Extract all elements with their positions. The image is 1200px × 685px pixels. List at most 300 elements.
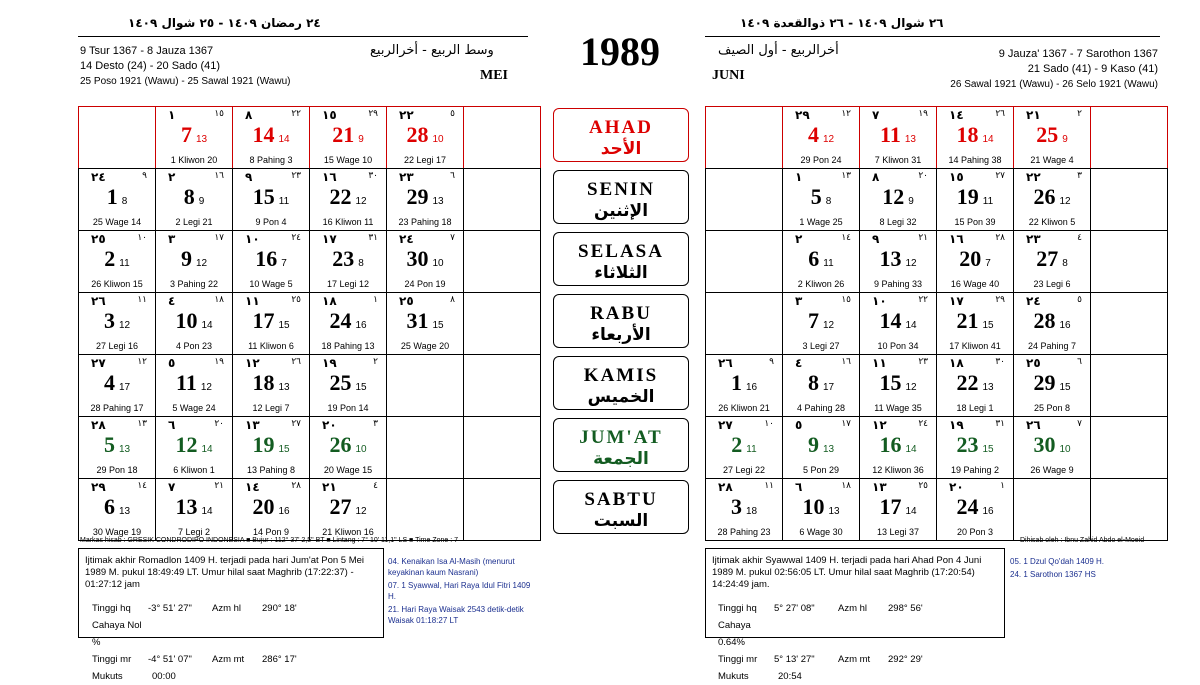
pasaran-label: 15 Wage 10 bbox=[323, 155, 373, 165]
day-name-arabic: الجمعة bbox=[593, 449, 649, 469]
hijri-secondary-number: ٤ bbox=[1077, 233, 1082, 243]
pasaran-label: 6 Kliwon 1 bbox=[173, 465, 215, 475]
hijri-day-number: ٥ bbox=[168, 356, 176, 370]
day-number-wrap bbox=[937, 122, 1013, 148]
empty-cell bbox=[705, 230, 783, 293]
day-sub-number: 8 bbox=[825, 196, 832, 207]
hilal-value: Azm mt bbox=[838, 654, 871, 665]
hilal-value: Tinggi hq bbox=[92, 603, 131, 614]
hijri-secondary-number: ٢١ bbox=[214, 481, 224, 491]
hijri-day bbox=[314, 480, 382, 494]
left-info-line-1: 9 Tsur 1367 - 8 Jauza 1367 bbox=[80, 45, 214, 57]
day-number-wrap bbox=[156, 494, 232, 520]
hijri-secondary-number: ٩ bbox=[142, 171, 147, 181]
pasaran-label: 18 Legi 1 bbox=[956, 403, 994, 413]
day-number: 9 bbox=[180, 246, 192, 271]
day-name-ahad bbox=[553, 108, 689, 162]
hijri-day bbox=[787, 294, 855, 308]
hijri-day-number: ٢٧ bbox=[91, 356, 106, 370]
pasaran-label: 16 Wage 40 bbox=[950, 279, 1000, 289]
hijri-day bbox=[787, 170, 855, 184]
hijri-secondary-number: ٥ bbox=[450, 109, 455, 119]
hilal-value: Tinggi mr bbox=[718, 654, 758, 665]
day-sub-number: 12 bbox=[822, 320, 835, 331]
hijri-day-number: ٢٣ bbox=[399, 170, 414, 184]
hijri-secondary-number: ٢٤ bbox=[918, 419, 928, 429]
hijri-day bbox=[237, 232, 305, 246]
hijri-day-number: ١٧ bbox=[949, 294, 964, 308]
empty-cell bbox=[1013, 478, 1091, 541]
day-number: 29 bbox=[406, 184, 429, 209]
day-number-wrap bbox=[79, 494, 155, 520]
hijri-secondary-number: ٢٤ bbox=[291, 233, 301, 243]
hijri-day bbox=[787, 480, 855, 494]
hijri-day bbox=[864, 356, 932, 370]
hijri-day-number: ١٥ bbox=[322, 108, 337, 122]
event-item: 21. Hari Raya Waisak 2543 detik-detik Waisak 01:18:27 LT bbox=[388, 605, 524, 625]
day-cell bbox=[386, 106, 464, 169]
day-number-wrap bbox=[860, 184, 936, 210]
day-sub-number: 10 bbox=[432, 258, 444, 269]
hijri-day bbox=[391, 294, 459, 308]
hijri-day-number: ١٢ bbox=[245, 356, 260, 370]
day-number: 2 bbox=[731, 432, 743, 457]
day-number: 20 bbox=[959, 246, 982, 271]
day-cell bbox=[705, 416, 783, 479]
day-number: 28 bbox=[1033, 308, 1056, 333]
hijri-day bbox=[1018, 108, 1086, 122]
hijri-day-number: ١٤ bbox=[949, 108, 964, 122]
empty-cell bbox=[463, 478, 541, 541]
hilal-value: Azm mt bbox=[212, 654, 245, 665]
day-number: 11 bbox=[176, 370, 197, 395]
day-sub-number: 12 bbox=[905, 382, 917, 393]
hijri-secondary-number: ١٥ bbox=[841, 295, 851, 305]
event-item: 05. 1 Dzul Qo'dah 1409 H. bbox=[1010, 557, 1105, 566]
hilal-value: 00:00 bbox=[152, 671, 176, 682]
pasaran-label: 22 Legi 17 bbox=[403, 155, 447, 165]
hijri-day-number: ٤ bbox=[795, 356, 803, 370]
right-ijtimak-text: Ijtimak akhir Syawwal 1409 H. terjadi pada hari Ahad Pon 4 Juni 1989 M. pukul 02:56:05 LT. Umur hilal saat Maghrib (17:20:54) 14:24:49 jam. bbox=[712, 555, 982, 590]
hijri-day-number: ٨ bbox=[245, 108, 253, 122]
day-name-latin: RABU bbox=[590, 303, 652, 324]
day-cell bbox=[782, 106, 860, 169]
day-number: 22 bbox=[329, 184, 352, 209]
hijri-day bbox=[391, 232, 459, 246]
pasaran-label: 30 Wage 19 bbox=[92, 527, 142, 537]
day-number-wrap bbox=[156, 370, 232, 396]
day-number-wrap bbox=[233, 432, 309, 458]
hijri-day bbox=[314, 294, 382, 308]
day-sub-number: 10 bbox=[432, 134, 444, 145]
day-number: 23 bbox=[956, 432, 979, 457]
pasaran-label: 10 Wage 5 bbox=[249, 279, 293, 289]
hijri-day-number: ٢٤ bbox=[1026, 294, 1041, 308]
day-number-wrap bbox=[860, 494, 936, 520]
day-sub-number: 11 bbox=[119, 258, 130, 269]
hijri-secondary-number: ١٧ bbox=[214, 233, 224, 243]
day-sub-number: 16 bbox=[982, 506, 994, 517]
hijri-secondary-number: ٢٩ bbox=[995, 295, 1005, 305]
day-cell bbox=[1013, 354, 1091, 417]
day-cell bbox=[386, 230, 464, 293]
day-number-wrap bbox=[310, 432, 386, 458]
hijri-day bbox=[787, 418, 855, 432]
event-item: 07. 1 Syawwal, Hari Raya Idul Fitri 1409 H. bbox=[388, 581, 531, 601]
day-cell bbox=[232, 354, 310, 417]
day-cell bbox=[859, 106, 937, 169]
hijri-day bbox=[237, 480, 305, 494]
day-cell bbox=[782, 478, 860, 541]
day-number-wrap bbox=[783, 184, 859, 210]
pasaran-label: 12 Legi 7 bbox=[252, 403, 290, 413]
pasaran-label: 27 Legi 16 bbox=[95, 341, 139, 351]
day-number-wrap bbox=[156, 184, 232, 210]
day-sub-number: 14 bbox=[201, 444, 213, 455]
day-number: 28 bbox=[406, 122, 429, 147]
hilal-value: 20:54 bbox=[778, 671, 802, 682]
pasaran-label: 13 Pahing 8 bbox=[246, 465, 296, 475]
day-number: 26 bbox=[329, 432, 352, 457]
day-number: 10 bbox=[802, 494, 825, 519]
day-sub-number: 9 bbox=[1062, 134, 1068, 145]
june-calendar-grid bbox=[705, 106, 1167, 540]
day-cell bbox=[1013, 292, 1091, 355]
right-header-rule bbox=[705, 36, 1160, 37]
hijri-secondary-number: ١٤ bbox=[841, 233, 851, 243]
pasaran-label: 8 Legi 32 bbox=[879, 217, 917, 227]
day-cell bbox=[782, 168, 860, 231]
day-sub-number: 15 bbox=[1059, 382, 1071, 393]
day-number: 6 bbox=[103, 494, 115, 519]
day-cell bbox=[78, 168, 156, 231]
day-number: 10 bbox=[175, 308, 198, 333]
day-cell bbox=[859, 354, 937, 417]
hijri-secondary-number: ١١ bbox=[137, 295, 147, 305]
hijri-day bbox=[314, 232, 382, 246]
day-number-wrap bbox=[860, 432, 936, 458]
day-name-senin bbox=[553, 170, 689, 224]
day-number-wrap bbox=[706, 494, 782, 520]
right-hilal-table bbox=[718, 600, 1008, 685]
day-number: 23 bbox=[332, 246, 355, 271]
hijri-secondary-number: ٢٦ bbox=[291, 357, 301, 367]
hilal-value: 5° 27' 08" bbox=[774, 603, 815, 614]
day-cell bbox=[386, 168, 464, 231]
hijri-secondary-number: ٦ bbox=[450, 171, 455, 181]
day-cell bbox=[232, 292, 310, 355]
day-sub-number: 11 bbox=[278, 196, 290, 207]
day-sub-number: 16 bbox=[745, 382, 758, 393]
day-sub-number: 12 bbox=[822, 134, 835, 145]
day-number-wrap bbox=[156, 122, 232, 148]
day-number: 12 bbox=[882, 184, 905, 209]
pasaran-label: 24 Pahing 7 bbox=[1027, 341, 1077, 351]
hijri-secondary-number: ٣١ bbox=[995, 419, 1005, 429]
hijri-day bbox=[941, 232, 1009, 246]
day-cell bbox=[309, 230, 387, 293]
hijri-day-number: ٦ bbox=[795, 480, 803, 494]
pasaran-label: 25 Wage 20 bbox=[400, 341, 450, 351]
hijri-day bbox=[864, 294, 932, 308]
day-sub-number: 9 bbox=[358, 134, 364, 145]
hilal-value: Azm hl bbox=[838, 603, 868, 614]
pasaran-label: 16 Kliwon 11 bbox=[322, 217, 374, 227]
day-number-wrap bbox=[233, 308, 309, 334]
hijri-secondary-number: ٦ bbox=[1077, 357, 1082, 367]
empty-cell bbox=[1090, 230, 1168, 293]
right-info-line-3: 26 Sawal 1921 (Wawu) - 26 Selo 1921 (Wawu) bbox=[950, 79, 1158, 90]
empty-cell bbox=[705, 168, 783, 231]
day-sub-number: 10 bbox=[355, 444, 367, 455]
hijri-day-number: ١٨ bbox=[322, 294, 337, 308]
hijri-day-number: ٢٦ bbox=[1026, 418, 1041, 432]
day-cell bbox=[309, 354, 387, 417]
hijri-secondary-number: ١٠ bbox=[764, 419, 774, 429]
day-sub-number: 17 bbox=[118, 382, 131, 393]
day-number-wrap bbox=[79, 432, 155, 458]
hijri-day-number: ١٤ bbox=[245, 480, 260, 494]
day-number-wrap bbox=[387, 122, 463, 148]
day-name-kamis bbox=[553, 356, 689, 410]
hilal-value: 286° 17' bbox=[262, 654, 297, 665]
pasaran-label: 14 Pon 9 bbox=[252, 527, 290, 537]
day-cell bbox=[155, 416, 233, 479]
hijri-day bbox=[160, 418, 228, 432]
day-sub-number: 14 bbox=[201, 506, 213, 517]
day-cell bbox=[78, 354, 156, 417]
hilal-value: 290° 18' bbox=[262, 603, 297, 614]
day-number-wrap bbox=[1014, 370, 1090, 396]
day-sub-number: 13 bbox=[828, 506, 840, 517]
day-number-wrap bbox=[156, 246, 232, 272]
hijri-secondary-number: ٣ bbox=[373, 419, 378, 429]
pasaran-label: 17 Legi 12 bbox=[326, 279, 370, 289]
hijri-day-number: ٢١ bbox=[1026, 108, 1041, 122]
day-cell bbox=[1013, 416, 1091, 479]
hijri-secondary-number: ٣ bbox=[1077, 171, 1082, 181]
day-cell bbox=[705, 354, 783, 417]
day-number: 30 bbox=[1033, 432, 1056, 457]
hijri-secondary-number: ١٣ bbox=[841, 171, 851, 181]
day-number: 27 bbox=[1036, 246, 1059, 271]
day-number: 29 bbox=[1033, 370, 1056, 395]
day-number: 13 bbox=[175, 494, 198, 519]
hijri-day-number: ١١ bbox=[872, 356, 887, 370]
day-sub-number: 13 bbox=[118, 444, 131, 455]
hijri-day bbox=[83, 294, 151, 308]
empty-cell bbox=[1090, 416, 1168, 479]
pasaran-label: 23 Legi 6 bbox=[1033, 279, 1071, 289]
day-number: 27 bbox=[329, 494, 352, 519]
day-cell bbox=[859, 416, 937, 479]
hijri-secondary-number: ٢ bbox=[373, 357, 378, 367]
hijri-secondary-number: ٢٢ bbox=[291, 109, 301, 119]
day-number: 3 bbox=[730, 494, 742, 519]
right-info-line-2: 21 Sado (41) - 9 Kaso (41) bbox=[1027, 63, 1158, 75]
hilal-value: 292° 29' bbox=[888, 654, 923, 665]
hijri-day bbox=[391, 108, 459, 122]
hijri-day bbox=[710, 356, 778, 370]
hilal-value: Mukuts bbox=[718, 671, 749, 682]
left-info-line-3: 25 Poso 1921 (Wawu) - 25 Sawal 1921 (Wawu) bbox=[80, 76, 291, 87]
day-number: 15 bbox=[252, 184, 275, 209]
day-sub-number: 18 bbox=[745, 506, 758, 517]
day-name-arabic: الأربعاء bbox=[591, 325, 651, 345]
day-name-selasa bbox=[553, 232, 689, 286]
hijri-secondary-number: ٣١ bbox=[368, 233, 378, 243]
day-sub-number: 15 bbox=[982, 444, 994, 455]
hijri-day bbox=[160, 108, 228, 122]
hijri-day-number: ٢ bbox=[168, 170, 176, 184]
day-sub-number: 11 bbox=[823, 258, 834, 269]
day-cell bbox=[309, 106, 387, 169]
hijri-day-number: ٢٥ bbox=[1026, 356, 1041, 370]
hijri-secondary-number: ١٨ bbox=[214, 295, 224, 305]
day-cell bbox=[78, 416, 156, 479]
hijri-day bbox=[941, 170, 1009, 184]
day-sub-number: 15 bbox=[982, 320, 994, 331]
hijri-secondary-number: ٢٩ bbox=[368, 109, 378, 119]
day-name-latin: SABTU bbox=[584, 489, 658, 510]
day-number: 26 bbox=[1033, 184, 1056, 209]
empty-cell bbox=[463, 230, 541, 293]
hijri-day-number: ١٦ bbox=[322, 170, 337, 184]
day-sub-number: 17 bbox=[822, 382, 835, 393]
hijri-secondary-number: ١٣ bbox=[137, 419, 147, 429]
day-number-wrap bbox=[79, 184, 155, 210]
hijri-secondary-number: ٣٠ bbox=[368, 171, 378, 181]
hijri-day bbox=[314, 108, 382, 122]
hijri-day-number: ١٧ bbox=[322, 232, 337, 246]
hijri-day bbox=[864, 418, 932, 432]
day-number: 21 bbox=[956, 308, 979, 333]
pasaran-label: 21 Wage 4 bbox=[1030, 155, 1074, 165]
pasaran-label: 27 Legi 22 bbox=[722, 465, 766, 475]
day-sub-number: 9 bbox=[198, 196, 205, 207]
hijri-day-number: ٢٤ bbox=[399, 232, 414, 246]
day-number: 16 bbox=[879, 432, 902, 457]
pasaran-label: 17 Kliwon 41 bbox=[949, 341, 1001, 351]
hilal-row bbox=[92, 600, 382, 651]
empty-cell bbox=[1090, 106, 1168, 169]
hijri-day bbox=[1018, 232, 1086, 246]
hijri-secondary-number: ٩ bbox=[769, 357, 774, 367]
day-cell bbox=[936, 416, 1014, 479]
right-month: JUNI bbox=[712, 68, 745, 83]
hijri-secondary-number: ٢٠ bbox=[214, 419, 224, 429]
hijri-day bbox=[83, 480, 151, 494]
hijri-secondary-number: ٢٥ bbox=[918, 481, 928, 491]
pasaran-label: 7 Kliwon 31 bbox=[874, 155, 922, 165]
hijri-day bbox=[864, 480, 932, 494]
day-name-rabu bbox=[553, 294, 689, 348]
day-cell bbox=[78, 478, 156, 541]
day-number: 5 bbox=[810, 184, 822, 209]
day-cell bbox=[78, 292, 156, 355]
pasaran-label: 26 Wage 9 bbox=[1030, 465, 1074, 475]
day-number-wrap bbox=[233, 184, 309, 210]
hijri-day bbox=[941, 294, 1009, 308]
day-number: 1 bbox=[730, 370, 742, 395]
hijri-secondary-number: ٢٧ bbox=[291, 419, 301, 429]
day-number-wrap bbox=[783, 308, 859, 334]
day-number: 14 bbox=[252, 122, 275, 147]
hijri-day-number: ٢٤ bbox=[91, 170, 106, 184]
day-number-wrap bbox=[310, 370, 386, 396]
day-number-wrap bbox=[937, 308, 1013, 334]
day-number-wrap bbox=[310, 122, 386, 148]
day-number-wrap bbox=[387, 246, 463, 272]
day-cell bbox=[155, 354, 233, 417]
hijri-secondary-number: ١٢ bbox=[137, 357, 147, 367]
right-info-line-1: 9 Jauza' 1367 - 7 Sarothon 1367 bbox=[998, 48, 1158, 60]
hijri-day bbox=[864, 170, 932, 184]
left-events bbox=[388, 556, 538, 630]
day-cell bbox=[936, 106, 1014, 169]
day-number: 11 bbox=[880, 122, 901, 147]
pasaran-label: 22 Kliwon 5 bbox=[1028, 217, 1076, 227]
pasaran-label: 24 Pon 19 bbox=[404, 279, 446, 289]
day-cell bbox=[309, 292, 387, 355]
empty-cell bbox=[1090, 292, 1168, 355]
day-sub-number: 14 bbox=[905, 506, 917, 517]
hijri-day bbox=[1018, 418, 1086, 432]
day-sub-number: 15 bbox=[278, 320, 290, 331]
day-sub-number: 14 bbox=[905, 444, 917, 455]
day-number-wrap bbox=[706, 370, 782, 396]
day-number-wrap bbox=[937, 432, 1013, 458]
day-sub-number: 14 bbox=[278, 134, 290, 145]
event-item: 04. Kenaikan Isa Al-Masih (menurut keyakinan kaum Nasrani) bbox=[388, 557, 515, 577]
hijri-day-number: ١٦ bbox=[949, 232, 964, 246]
hijri-day bbox=[710, 480, 778, 494]
day-cell bbox=[232, 416, 310, 479]
day-number: 7 bbox=[807, 308, 819, 333]
pasaran-label: 25 Wage 14 bbox=[92, 217, 142, 227]
empty-cell bbox=[1090, 354, 1168, 417]
hilal-value: 5° 13' 27" bbox=[774, 654, 815, 665]
day-number: 19 bbox=[252, 432, 275, 457]
hijri-day-number: ٢٩ bbox=[91, 480, 106, 494]
day-cell bbox=[936, 354, 1014, 417]
day-cell bbox=[78, 230, 156, 293]
day-number: 30 bbox=[406, 246, 429, 271]
day-number-wrap bbox=[310, 184, 386, 210]
hijri-day-number: ١٨ bbox=[949, 356, 964, 370]
empty-cell bbox=[386, 478, 464, 541]
pasaran-label: 21 Kliwon 16 bbox=[322, 527, 374, 537]
day-name-arabic: الأحد bbox=[600, 139, 642, 159]
day-number-wrap bbox=[233, 122, 309, 148]
day-number-wrap bbox=[387, 184, 463, 210]
day-number: 5 bbox=[103, 432, 115, 457]
day-cell bbox=[782, 292, 860, 355]
day-number: 4 bbox=[103, 370, 115, 395]
hijri-secondary-number: ١٦ bbox=[214, 171, 224, 181]
day-number-wrap bbox=[783, 432, 859, 458]
day-sub-number: 16 bbox=[355, 320, 367, 331]
hijri-day-number: ١٥ bbox=[949, 170, 964, 184]
hilal-value: 298° 56' bbox=[888, 603, 923, 614]
hijri-secondary-number: ٢١ bbox=[918, 233, 928, 243]
day-sub-number: 15 bbox=[432, 320, 444, 331]
hijri-day-number: ٢ bbox=[795, 232, 803, 246]
pasaran-label: 5 Pon 29 bbox=[802, 465, 840, 475]
hijri-day bbox=[864, 232, 932, 246]
hilal-value: Tinggi mr bbox=[92, 654, 132, 665]
hijri-day-number: ١٩ bbox=[322, 356, 337, 370]
